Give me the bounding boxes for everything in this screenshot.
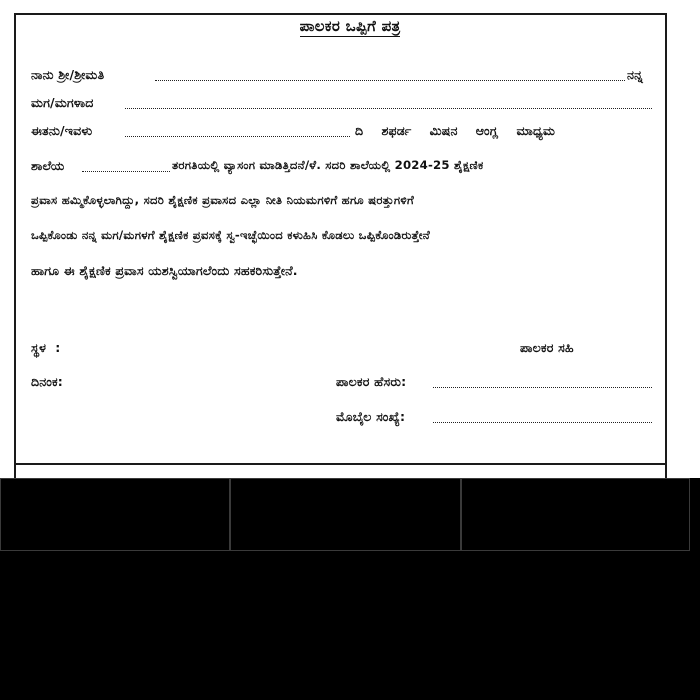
parent-name-label: ಪಾಲಕರ ಹೆಸರು: bbox=[336, 374, 407, 389]
line4-start: ಶಾಲೆಯ bbox=[31, 158, 65, 173]
line1-fill bbox=[155, 80, 625, 81]
line2-fill bbox=[125, 108, 652, 109]
bottom-divider bbox=[14, 463, 667, 465]
line2-label: ಮಗ/ಮಗಳಾದ bbox=[31, 95, 94, 110]
line4-rest: ತರಗತಿಯಲ್ಲಿ ವ್ಯಾಸಂಗ ಮಾಡಿತ್ತಿದನೆ/ಳೆ. ಸದರಿ ಶಾಲೆಯಲ್ಲಿ 2024-25 ಶೈಕ್ಷಣಿಕ bbox=[172, 158, 484, 172]
line1-end: ನನ್ನ bbox=[627, 67, 643, 82]
mobile-label: ಮೊಬೈಲ ಸಂಖ್ಯೆ: bbox=[336, 409, 406, 424]
page-edge bbox=[690, 0, 700, 478]
line6: ಒಪ್ಪಿಕೊಂಡು ನನ್ನ ಮಗ/ಮಗಳಗೆ ಶೈಕ್ಷಣಿಕ ಪ್ರವಸಕ್ಕೆ ಸ್ವ-ಇಚ್ಛೆಯಿಂದ ಕಳುಹಿಸಿ ಕೊಡಲು ಒಪ್ಪಿಕೊಂಡಿರುತ್ತೇನೆ bbox=[31, 228, 430, 242]
parent-signature-label: ಪಾಲಕರ ಸಹಿ bbox=[520, 340, 574, 355]
line1-label: ನಾನು ಶ್ರೀ/ಶ್ರೀಮತಿ bbox=[31, 67, 105, 82]
form-title bbox=[0, 17, 700, 35]
place-label: ಸ್ಥಳ : bbox=[31, 340, 61, 355]
line3-rest: ದಿ ಶಫರ್ಡ ಮಿಷನ ಆಂಗ್ಲ ಮಾಧ್ಯಮ bbox=[355, 123, 556, 138]
table-cell bbox=[230, 478, 461, 551]
form-title-text: ಪಾಲಕರ ಒಪ್ಪಿಗೆ ಪತ್ರ bbox=[299, 17, 401, 35]
line3-label: ಈತನು/ಇವಳು bbox=[31, 123, 93, 138]
date-label: ದಿನಂಕ: bbox=[31, 374, 63, 389]
table-cell bbox=[0, 478, 230, 551]
line5: ಪ್ರವಾಸ ಹಮ್ಮಿಕೊಳ್ಳಲಾಗಿದ್ದು, ಸದರಿ ಶೈಕ್ಷಣಿಕ ಪ್ರವಾಸದ ಎಲ್ಲಾ ನೀತಿ ನಿಯಮಗಳಿಗೆ ಹಗೂ ಷರತ್ತುಗಳಿಗೆ bbox=[31, 193, 414, 207]
table-cell bbox=[461, 478, 690, 551]
parent-name-fill bbox=[433, 387, 652, 388]
line4-fill bbox=[82, 171, 170, 172]
mobile-fill bbox=[433, 422, 652, 423]
line3-fill bbox=[125, 136, 350, 137]
line7: ಹಾಗೂ ಈ ಶೈಕ್ಷಣಿಕ ಪ್ರವಾಸ ಯಶಸ್ವಿಯಾಗಲೆಂದು ಸಹಕರಿಸುತ್ತೇನೆ. bbox=[31, 263, 298, 278]
